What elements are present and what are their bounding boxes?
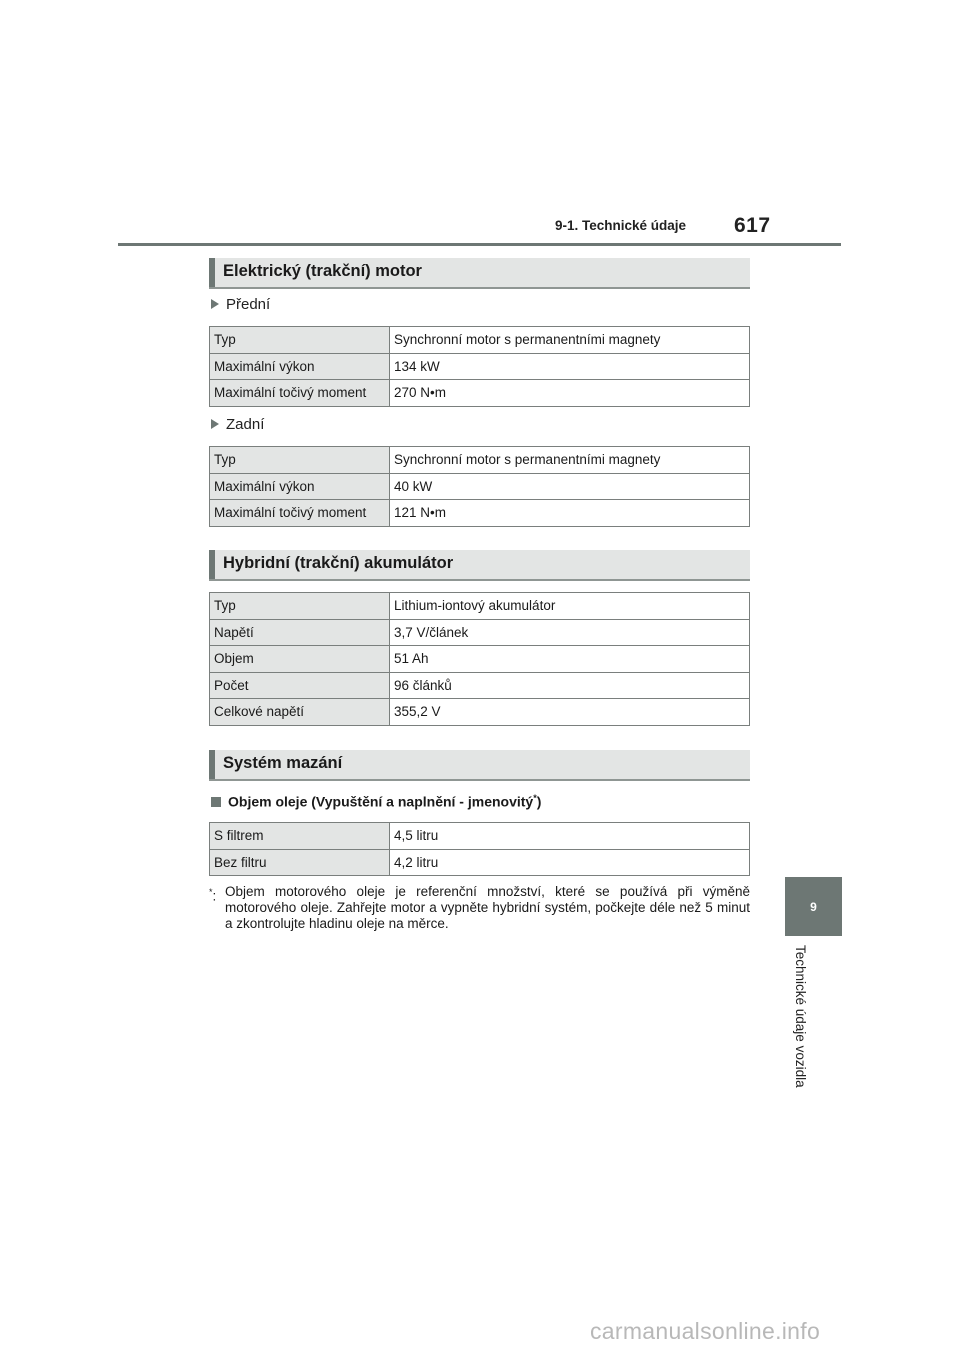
motor-heading <box>209 258 750 289</box>
table-row: S filtrem 4,5 litru <box>210 823 750 850</box>
lubrication-heading <box>209 750 750 781</box>
front-motor-table <box>209 326 750 407</box>
battery-heading-text: Hybridní (trakční) akumulátor <box>223 554 454 572</box>
table-row: Maximální točivý moment 121 N•m <box>210 500 750 527</box>
page-number: 617 <box>734 214 771 237</box>
oil-volume-table <box>209 822 750 876</box>
chapter-tab <box>785 877 842 936</box>
battery-heading <box>209 550 750 581</box>
rear-motor-subheading: Zadní <box>211 416 264 433</box>
square-bullet-icon <box>211 797 221 807</box>
front-motor-subheading: Přední <box>211 296 270 313</box>
triangle-bullet-icon <box>211 299 219 309</box>
table-row: Celkové napětí 355,2 V <box>210 699 750 726</box>
site-watermark: carmanualsonline.info <box>590 1318 821 1344</box>
motor-heading-text: Elektrický (trakční) motor <box>223 262 422 280</box>
table-row: Počet 96 článků <box>210 672 750 699</box>
rear-motor-table <box>209 446 750 527</box>
battery-table <box>209 592 750 726</box>
triangle-bullet-icon <box>211 419 219 429</box>
table-row: Maximální výkon 40 kW <box>210 473 750 500</box>
table-row: Maximální točivý moment 270 N•m <box>210 380 750 407</box>
oil-volume-subheading: Objem oleje (Vypuštění a naplnění - jmenovitý*) <box>211 793 541 810</box>
lubrication-heading-text: Systém mazání <box>223 754 343 772</box>
chapter-label: Technické údaje vozidla <box>793 945 808 1088</box>
table-row: Maximální výkon 134 kW <box>210 353 750 380</box>
table-row: Typ Synchronní motor s permanentními magnety <box>210 447 750 474</box>
table-row: Objem 51 Ah <box>210 646 750 673</box>
table-row: Typ Synchronní motor s permanentními magnety <box>210 327 750 354</box>
header-divider <box>118 243 841 246</box>
table-row: Bez filtru 4,2 litru <box>210 849 750 876</box>
table-row: Napětí 3,7 V/článek <box>210 619 750 646</box>
oil-footnote-text: Objem motorového oleje je referenční množství, které se používá při výměně motorového oleje. Zahřejte motor a vypněte hybridní systém, počkejte déle než 5 minut a zkontrolujte hladinu oleje na měrce. <box>225 884 750 931</box>
section-title: 9-1. Technické údaje <box>555 218 687 233</box>
table-row: Typ Lithium-iontový akumulátor <box>210 593 750 620</box>
chapter-number: 9 <box>810 899 817 914</box>
oil-footnote: *: Objem motorového oleje je referenční množství, které se používá při výměně motorového oleje. Zahřejte motor a vypněte hybridní systém, počkejte déle než 5 minut a zkontrolujte hladinu oleje na měrce. <box>209 884 750 931</box>
